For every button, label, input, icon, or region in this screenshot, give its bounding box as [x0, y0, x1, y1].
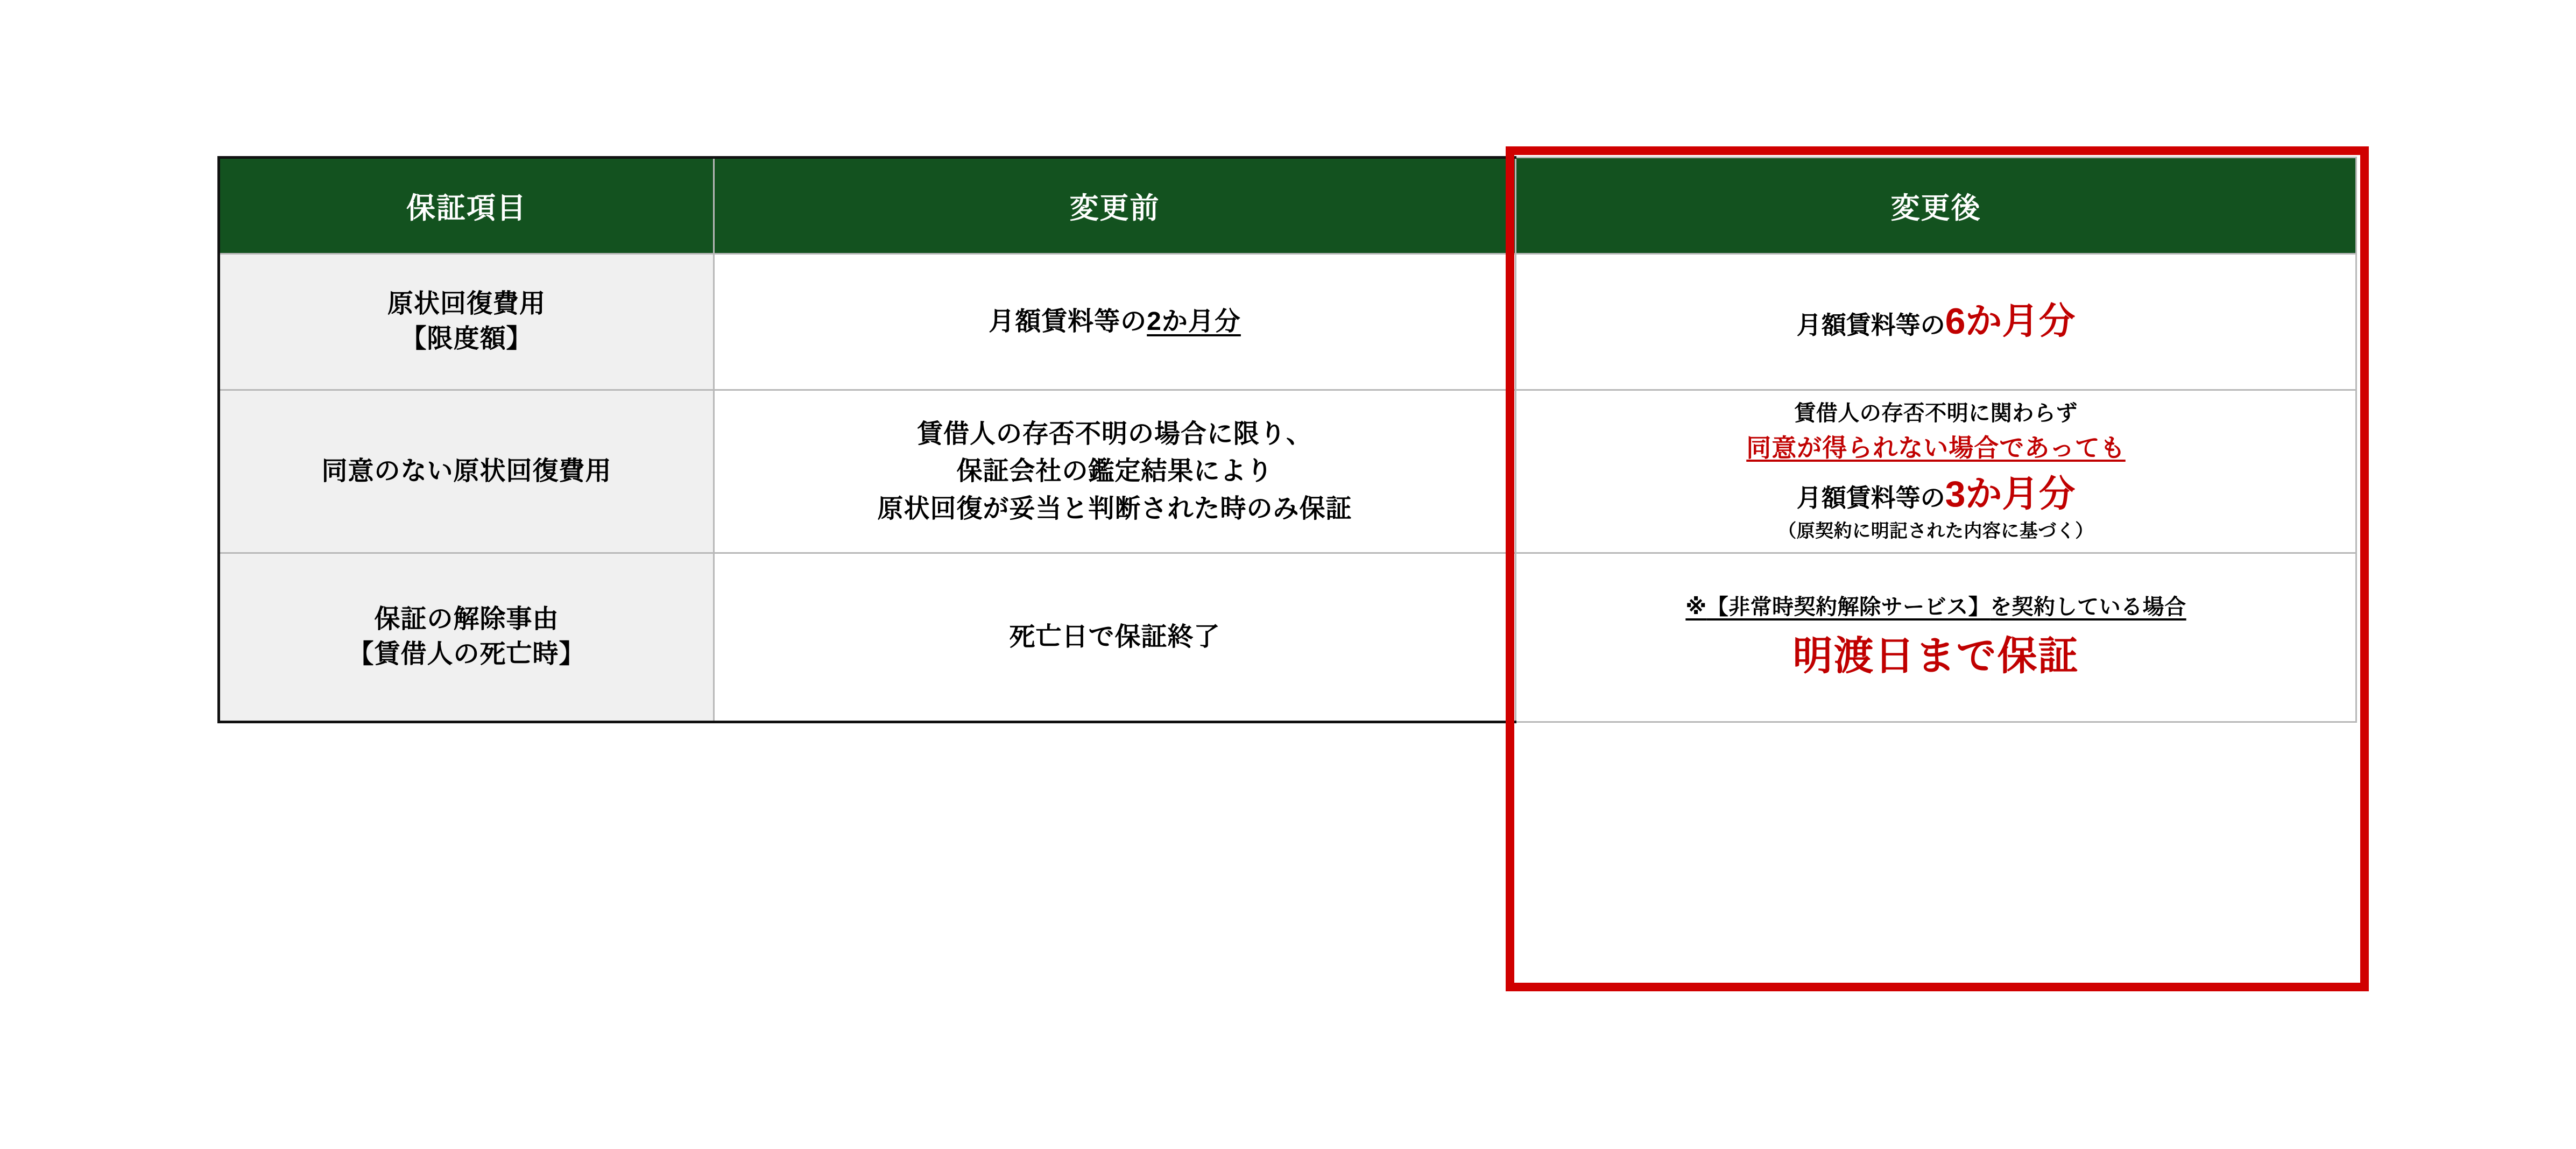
row-2-before-cell — [714, 390, 1516, 553]
row-2-after-line3-prefix: 月額賃料等の — [1796, 484, 1945, 512]
row-2-after-line3 — [1530, 470, 2341, 519]
row-2-before-line1: 賃借人の存否不明の場合に限り、 — [916, 419, 1312, 448]
row-1-item-cell — [219, 254, 714, 390]
row-1-after-emphasis: 6か月分 — [1945, 301, 2076, 342]
row-3-after-cell — [1516, 553, 2356, 722]
row-3-item-line1: 保証の解除事由 — [374, 605, 559, 634]
row-1-after-prefix: 月額賃料等の — [1796, 311, 1945, 340]
row-1-before-underlined: 2か月分 — [1147, 307, 1241, 336]
column-header-before: 変更前 — [714, 158, 1516, 254]
row-1-before-prefix: 月額賃料等の — [989, 307, 1147, 336]
row-2-after-block — [1516, 396, 2355, 547]
row-3-before-line1: 死亡日で保証終了 — [1009, 623, 1220, 652]
row-3-after-note-suffix: を契約している場合 — [1990, 595, 2186, 619]
row-2-after-line1: 賃借人の存否不明に関わらず — [1794, 401, 2078, 426]
row-3-after-note-underlined: 【非常時契約解除サービス】 — [1706, 595, 1991, 619]
row-3-after-note-prefix: ※ — [1685, 595, 1707, 619]
row-2-after-note: （原契約に明記された内容に基づく） — [1778, 521, 2094, 541]
row-1-item-line1: 原状回復費用 — [387, 290, 546, 319]
row-3-after-block — [1516, 589, 2355, 686]
row-2-item-cell — [219, 390, 714, 553]
row-2-after-cell — [1516, 390, 2356, 553]
row-3-after-emphasis: 明渡日まで保証 — [1792, 633, 2079, 678]
row-2-item-line1: 同意のない原状回復費用 — [321, 456, 612, 485]
table-row — [219, 390, 2356, 553]
row-1-before-cell — [714, 254, 1516, 390]
row-2-after-line3-emphasis: 3か月分 — [1945, 474, 2076, 515]
row-2-before-line3: 原状回復が妥当と判断された時のみ保証 — [877, 494, 1352, 523]
table-header — [219, 158, 2356, 254]
row-1-after-block — [1516, 294, 2355, 350]
row-1-item-line2: 【限度額】 — [400, 325, 533, 353]
column-header-item: 保証項目 — [219, 158, 714, 254]
row-3-before-cell — [714, 553, 1516, 722]
table-row — [219, 553, 2356, 722]
row-2-after-line2: 同意が得られない場合であっても — [1746, 434, 2126, 462]
row-2-before-line2: 保証会社の鑑定結果により — [956, 457, 1273, 486]
row-1-after-cell — [1516, 254, 2356, 390]
comparison-table-wrapper — [217, 156, 2355, 723]
row-3-item-line2: 【賃借人の死亡時】 — [348, 640, 585, 668]
table-body — [219, 254, 2356, 722]
column-header-after: 変更後 — [1516, 158, 2356, 254]
comparison-table — [217, 156, 2357, 723]
row-1-after-line — [1530, 297, 2341, 347]
row-3-after-note — [1530, 593, 2341, 622]
table-header-row — [219, 158, 2356, 254]
row-1-before-line — [715, 303, 1515, 341]
table-row — [219, 254, 2356, 390]
row-3-item-cell — [219, 553, 714, 722]
